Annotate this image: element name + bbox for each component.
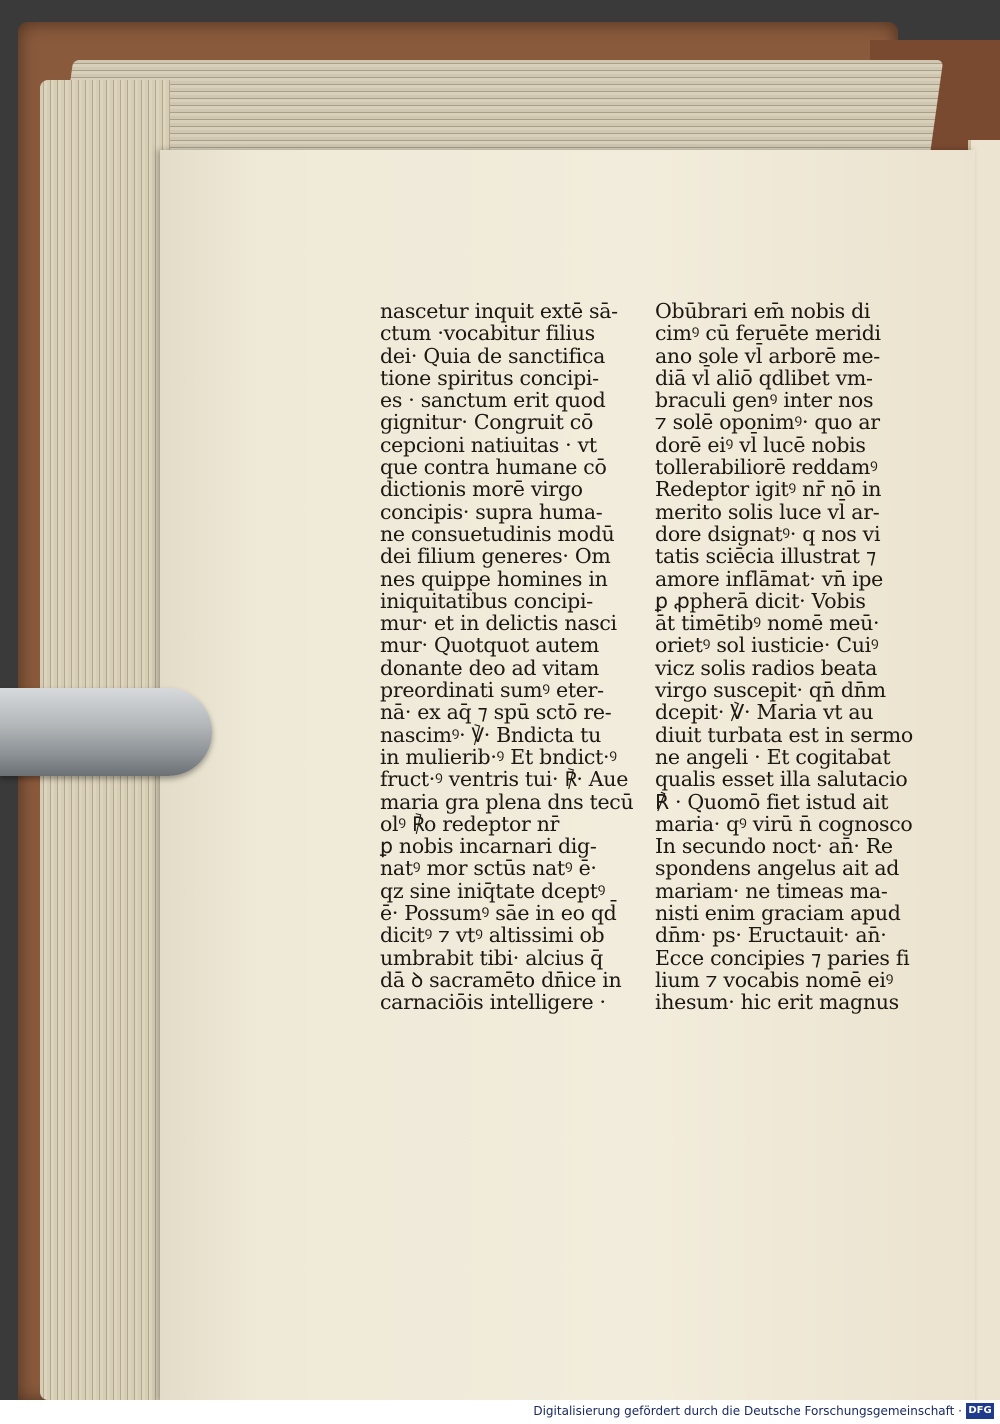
text-line: concipis· supra huma- [380,499,603,524]
text-line: merito solis luce vl̄ ar- [655,499,880,524]
text-line: ctum ·vocabitur filius [380,321,595,346]
text-line: diā vl̄ aliō qdlibet vm- [655,365,873,390]
text-line: umbrabit tibi· alcius q̄ [380,945,604,970]
text-line: es · sanctum erit quod [380,388,606,413]
text-line: dei filium generes· Om [380,544,611,569]
text-line: dn̄m· ps· Eructauit· an̄· [655,923,887,948]
text-line: vicz solis radios beata [655,655,878,680]
text-line: tollerabiliorē reddamꝰ [655,455,878,480]
text-line: nascetur inquit extē sā- [380,299,618,323]
text-line: diuit turbata est in sermo [655,722,913,747]
text-line: maria gra plena dns tecū [380,789,634,814]
text-line: nes quippe homines in [380,566,608,591]
footer-bar [0,1400,1000,1424]
text-line: Obūbrari em̄ nobis di [655,299,871,323]
text-line: ano sole vl̄ arborē me- [655,343,880,368]
text-line: qualis esset illa salutacio [655,767,908,792]
text-line: fruct·ꝰ ventris tui· ℟· Aue [380,767,629,792]
dfg-logo: DFG [966,1403,994,1419]
text-line: braculi genꝰ inter nos [655,388,874,413]
text-line: dore dsignatꝰ· q nos vi [655,521,881,546]
text-line: dorē eiꝰ vl̄ lucē nobis [655,432,866,457]
text-line: lium ⁊ vocabis nomē eiꝰ [655,967,894,992]
book-page [160,150,975,1400]
text-line: dei· Quia de sanctifica [380,343,606,368]
text-line: mur· et in delictis nasci [380,611,617,636]
text-line: in mulierib·ꝰ Et bndict·ꝰ [380,744,617,769]
text-line: ne angeli · Et cogitabat [655,744,891,769]
text-line: nā· ex aq̄ ⁊ spū sctō re- [380,700,612,725]
text-line: In secundo noct· an̄· Re [655,834,893,859]
text-line: virgo suscepit· qn̄ dn̄m [655,678,886,703]
text-line: gignitur· Congruit cō [380,410,594,435]
text-line: cimꝰ cū feruēte meridi [655,321,881,346]
text-line: mariam· ne timeas ma- [655,878,888,903]
text-line: nisti enim graciam apud [655,901,901,926]
text-line: que contra humane cō [380,455,607,480]
text-line: Ecce concipies ⁊ paries fi [655,945,910,970]
text-line: olꝰ ℟o redeptor nr̄ [380,811,560,836]
text-line: spondens angelus ait ad [655,856,900,881]
text-line: maria· qꝰ virū n̄ cognosco [655,811,913,836]
text-line: qz sine iniq̄tate dceptꝰ [380,878,606,903]
text-line: cepcioni natiuitas · vt [380,432,597,457]
text-line: preordinati sumꝰ eter- [380,678,604,703]
text-line: amore inflāmat· vn̄ ipe [655,566,884,591]
text-line: carnaciōis intelligere · [380,990,606,1015]
text-line: iniquitatibus concipi- [380,588,593,613]
funding-credit: Digitalisierung gefördert durch die Deutsche Forschungsgemeinschaft · [533,1404,962,1418]
text-line: ℟ · Quomō fiet istud ait [655,789,889,814]
text-line: ꝑ nobis incarnari dig- [380,834,597,859]
text-line: Redeptor igitꝰ nr̄ nō in [655,477,882,502]
text-column-right [655,300,913,1014]
text-line: mur· Quotquot autem [380,633,600,658]
text-line: dcepit· ℣· Maria vt au [655,700,874,725]
text-line: āt timētibꝰ nomē meū· [655,611,880,636]
metal-page-holder [0,688,212,776]
text-line: dictionis morē virgo [380,477,583,502]
text-line: ne consuetudinis modū [380,521,615,546]
text-line: tione spiritus concipi- [380,365,599,390]
text-line: ꝑ ꝓpherā dicit· Vobis [655,588,866,613]
text-line: dicitꝰ ⁊ vtꝰ altissimi ob [380,923,605,948]
text-line: orietꝰ sol iusticie· Cuiꝰ [655,633,879,658]
text-column-left [380,300,633,1014]
text-line: donante deo ad vitam [380,655,599,680]
text-line: nascimꝰ· ℣· Bndicta tu [380,722,601,747]
text-line: ⁊ solē oponimꝰ· quo ar [655,410,880,435]
text-line: ihesum· hic erit magnus [655,990,899,1015]
text-line: ē· Possumꝰ sāe in eo qd̄ [380,901,617,926]
text-line: natꝰ mor sctūs natꝰ ē· [380,856,597,881]
text-line: dā ꝺ sacramēto dn̄ice in [380,967,622,992]
text-line: tatis sciēcia illustrat ⁊ [655,544,876,569]
